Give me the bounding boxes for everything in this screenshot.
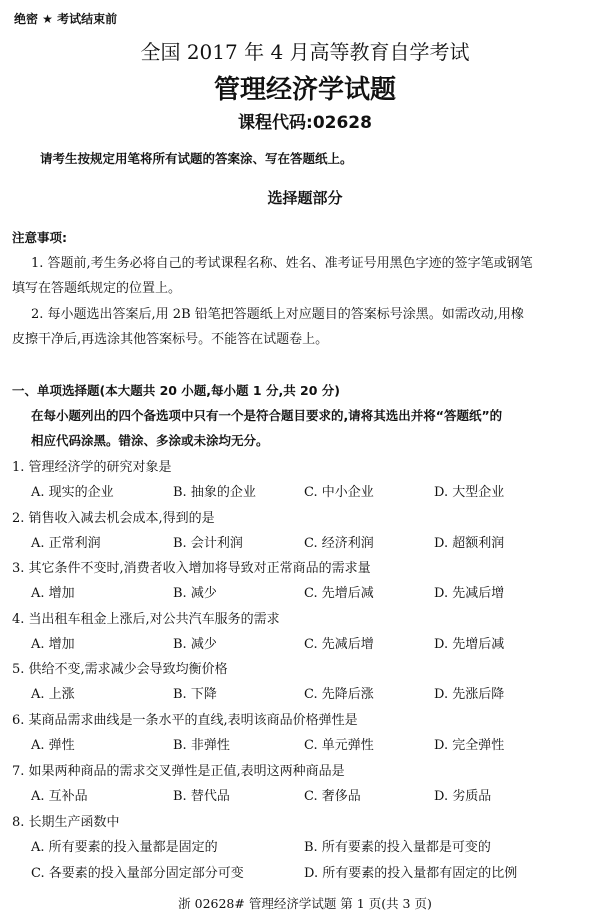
answer-option: A. 现实的企业: [31, 485, 114, 500]
answer-option: C. 先降后涨: [304, 687, 374, 702]
answer-option: D. 劣质品: [434, 789, 492, 804]
answer-option: A. 所有要素的投入量都是固定的: [31, 840, 218, 855]
answer-option: C. 奢侈品: [304, 789, 361, 804]
question-stem: 2. 销售收入减去机会成本,得到的是: [12, 511, 215, 526]
answer-option: B. 减少: [173, 586, 217, 601]
answer-option: B. 减少: [173, 637, 217, 652]
section-desc-line-2: 相应代码涂黑。错涂、多涂或未涂均无分。: [31, 433, 269, 448]
answer-option: D. 所有要素的投入量都有固定的比例: [304, 866, 518, 881]
page-footer: 浙 02628# 管理经济学试题 第 1 页(共 3 页): [178, 896, 432, 911]
answer-option: D. 超额利润: [434, 536, 505, 551]
answer-option: C. 中小企业: [304, 485, 374, 500]
answer-option: D. 完全弹性: [434, 738, 505, 753]
answer-option: C. 经济利润: [304, 536, 374, 551]
answer-option: B. 下降: [173, 687, 217, 702]
question-stem: 7. 如果两种商品的需求交叉弹性是正值,表明这两种商品是: [12, 764, 345, 779]
answer-option: C. 单元弹性: [304, 738, 374, 753]
answer-option: A. 正常利润: [31, 536, 101, 551]
answer-option: C. 先减后增: [304, 637, 374, 652]
answer-option: B. 会计利润: [173, 536, 243, 551]
answer-option: A. 互补品: [31, 789, 88, 804]
answer-option: C. 各要素的投入量部分固定部分可变: [31, 866, 244, 881]
paper-title: 管理经济学试题: [213, 75, 396, 105]
question-stem: 1. 管理经济学的研究对象是: [12, 460, 172, 475]
answer-option: D. 先涨后降: [434, 687, 505, 702]
answer-option: B. 抽象的企业: [173, 485, 256, 500]
note-1-line-2: 填写在答题纸规定的位置上。: [12, 281, 182, 296]
section-desc-line-1: 在每小题列出的四个备选项中只有一个是符合题目要求的,请将其选出并将“答题纸”的: [31, 408, 503, 423]
answer-option: B. 所有要素的投入量都是可变的: [304, 840, 491, 855]
answer-option: C. 先增后减: [304, 586, 374, 601]
question-stem: 3. 其它条件不变时,消费者收入增加将导致对正常商品的需求量: [12, 561, 371, 576]
notes-heading: 注意事项:: [12, 230, 67, 245]
answer-option: A. 上涨: [31, 687, 75, 702]
answer-option: A. 增加: [31, 586, 75, 601]
confidential-mark: 绝密 ★ 考试结束前: [14, 12, 118, 26]
answer-option: A. 增加: [31, 637, 75, 652]
answer-option: B. 替代品: [173, 789, 230, 804]
note-2-line-2: 皮擦干净后,再选涂其他答案标号。不能答在试题卷上。: [12, 332, 329, 347]
answer-option: D. 先增后减: [434, 637, 505, 652]
question-stem: 4. 当出租车租金上涨后,对公共汽车服务的需求: [12, 612, 280, 627]
answer-option: A. 弹性: [31, 738, 75, 753]
question-stem: 6. 某商品需求曲线是一条水平的直线,表明该商品价格弹性是: [12, 713, 358, 728]
part-title: 选择题部分: [267, 189, 343, 207]
note-1-line-1: 1. 答题前,考生务必将自己的考试课程名称、姓名、准考证号用黑色字迹的签字笔或钢笔: [31, 256, 533, 271]
answer-option: B. 非弹性: [173, 738, 230, 753]
answer-option: D. 先减后增: [434, 586, 505, 601]
question-stem: 5. 供给不变,需求减少会导致均衡价格: [12, 662, 228, 677]
exam-session-title: 全国 2017 年 4 月高等教育自学考试: [140, 40, 470, 64]
course-code: 课程代码:02628: [238, 113, 372, 133]
answer-instruction: 请考生按规定用笔将所有试题的答案涂、写在答题纸上。: [40, 151, 353, 166]
note-2-line-1: 2. 每小题选出答案后,用 2B 铅笔把答题纸上对应题目的答案标号涂黑。如需改动,用橡: [31, 307, 524, 322]
question-stem: 8. 长期生产函数中: [12, 815, 120, 830]
answer-option: D. 大型企业: [434, 485, 505, 500]
section-heading: 一、单项选择题(本大题共 20 小题,每小题 1 分,共 20 分): [12, 383, 341, 398]
